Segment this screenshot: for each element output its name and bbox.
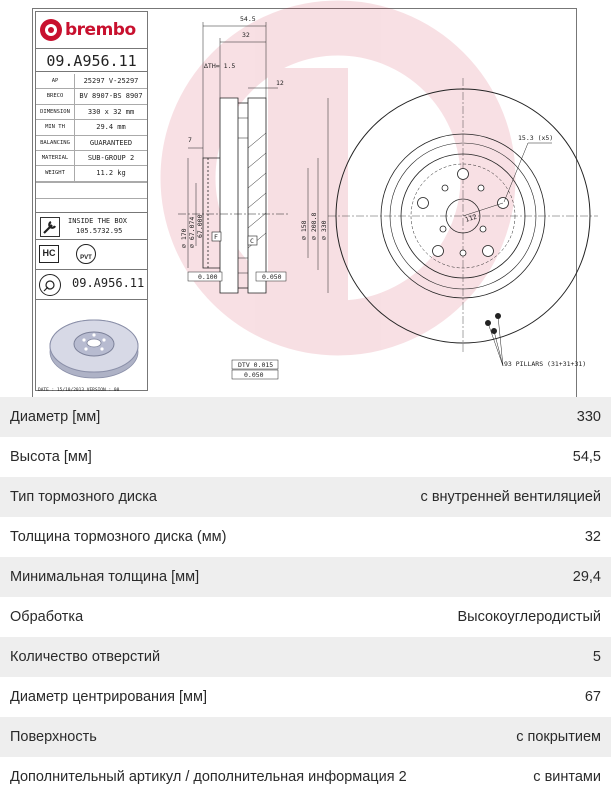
dim-67-074: ∅ 67.074: [188, 216, 196, 248]
spec-key: MIN TH: [36, 120, 75, 134]
spec-value: 330: [576, 409, 601, 425]
disc-drawing: [148, 8, 587, 398]
disc-outline-icon: [39, 274, 61, 296]
spec-value: 67: [584, 689, 601, 705]
spec-item-centering-diameter: [0, 677, 611, 717]
dim-7: 7: [188, 136, 192, 144]
spec-label: Минимальная толщина [мм]: [10, 569, 200, 585]
tolerance-1: [188, 272, 222, 281]
datum-c: [248, 236, 257, 245]
spec-label: Обработка: [10, 609, 84, 625]
spec-item-disc-type: [0, 477, 611, 517]
spec-key: DIMENSION: [36, 105, 75, 119]
spec-row: [36, 105, 147, 120]
spec-value: 29.4 mm: [96, 123, 126, 132]
spec-key: AP: [36, 74, 75, 88]
spec-value: BV 8907-BS 8907: [79, 92, 143, 101]
spec-label: Дополнительный артикул / дополнительная информация 2: [10, 769, 407, 785]
spec-row: [36, 136, 147, 151]
spec-row: [36, 166, 147, 181]
spec-item-extra-info: [0, 757, 611, 797]
brand-logo: [40, 18, 148, 42]
dim-54-5: 54.5: [240, 15, 256, 23]
spec-value: GUARANTEED: [89, 138, 133, 147]
part-number-footer: [36, 270, 147, 300]
dim-12: 12: [276, 79, 284, 87]
divider: [36, 182, 147, 183]
dtv-value: DTV 0.015: [238, 361, 274, 369]
spec-value: 29,4: [572, 569, 601, 585]
spec-key: WEIGHT: [36, 166, 75, 180]
flatness-value: 0.050: [244, 371, 264, 379]
spec-label: Толщина тормозного диска (мм): [10, 529, 227, 545]
pillars-detail: [485, 313, 503, 366]
spec-value: 25297 V-25297: [83, 77, 139, 85]
spec-item-hole-count: [0, 637, 611, 677]
inside-box-label: INSIDE THE BOX: [68, 217, 128, 225]
spec-item-processing: [0, 597, 611, 637]
spec-row: [36, 89, 147, 104]
spec-item-thickness: [0, 517, 611, 557]
spec-item-diameter: [0, 397, 611, 437]
spec-row: [36, 74, 147, 89]
spec-label: Тип тормозного диска: [10, 489, 157, 505]
info-column: [35, 11, 148, 391]
datum-f-label: F: [214, 233, 218, 241]
spec-value: 54,5: [572, 449, 601, 465]
spec-item-surface: [0, 717, 611, 757]
part-number-secondary: 09.A956.11: [72, 276, 145, 290]
spec-key: MATERIAL: [36, 151, 75, 165]
brembo-logo-icon: [40, 19, 62, 41]
spec-label: Диаметр центрирования [мм]: [10, 689, 208, 705]
inside-box-value: 105.5732.95: [76, 227, 123, 235]
spec-key: BALANCING: [36, 136, 75, 150]
inside-box-section: [36, 212, 147, 240]
spec-item-height: [0, 437, 611, 477]
spec-row: [36, 120, 147, 135]
spec-key: BRECO: [36, 89, 75, 103]
spec-value: 5: [592, 649, 601, 665]
datum-c-label: C: [250, 237, 254, 245]
spec-label: Количество отверстий: [10, 649, 161, 665]
dim-170: ∅ 170: [180, 228, 188, 248]
dim-pcd: 112: [464, 212, 478, 224]
spec-value: с покрытием: [516, 729, 601, 745]
brand-name: brembo: [65, 20, 136, 40]
wrench-icon: [40, 217, 60, 237]
spec-list: [0, 397, 611, 797]
tolerance-2: [256, 272, 286, 281]
hc-badge: HC: [39, 245, 59, 263]
drawing-date: DATE : 15/10/2013 VERSION : 00: [38, 388, 120, 393]
spec-label: Поверхность: [10, 729, 97, 745]
spec-table: [36, 74, 147, 182]
spec-label: Высота [мм]: [10, 449, 92, 465]
dim-holes: 15.3 (x5): [518, 134, 554, 142]
spec-value: Высокоуглеродистый: [457, 609, 601, 625]
dim-delta-th: ∆TH= 1.5: [204, 62, 236, 70]
dim-208-8: ∅ 208.8: [310, 212, 318, 240]
divider: [36, 198, 147, 199]
tolerance-2-value: 0.050: [262, 273, 282, 281]
badges-section: [36, 240, 147, 270]
dim-330: ∅ 330: [320, 220, 328, 240]
technical-drawing: [32, 8, 587, 398]
dim-158: ∅ 158: [300, 220, 308, 240]
spec-value: 330 x 32 mm: [87, 107, 135, 116]
spec-value: с винтами: [533, 769, 601, 785]
spec-value: 11.2 kg: [96, 169, 126, 178]
dim-67-000: 67.000: [196, 214, 204, 238]
tolerance-1-value: 0.100: [198, 273, 218, 281]
spec-value: SUB-GROUP 2: [87, 153, 135, 162]
spec-value: 32: [584, 529, 601, 545]
dim-32: 32: [242, 31, 250, 39]
spec-value: с внутренней вентиляцией: [420, 489, 601, 505]
spec-row: [36, 151, 147, 166]
dtv-box: [232, 360, 278, 379]
spec-item-min-thickness: [0, 557, 611, 597]
spec-label: Диаметр [мм]: [10, 409, 101, 425]
dim-pillars: 93 PILLARS (31+31+31): [504, 360, 587, 368]
pvt-badge: PVT: [76, 244, 96, 264]
part-number: 09.A956.11: [36, 48, 147, 72]
datum-f: [212, 232, 221, 241]
disc-photo: [46, 312, 142, 387]
